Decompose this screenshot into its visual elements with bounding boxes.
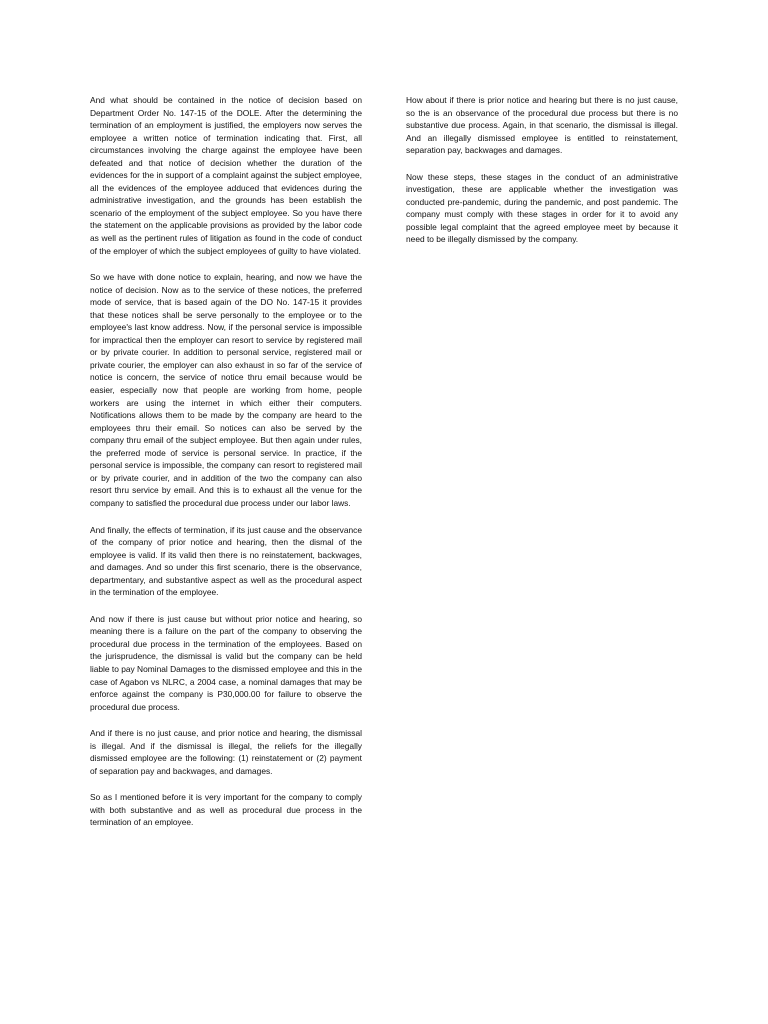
paragraph-investigation-stages: Now these steps, these stages in the conduct of an administrative investigation, these are applicable whether the investigation was conducted pre-pandemic, during the pandemic, and post pandemic. The company must comply with these stages in order for it to avoid any possible legal complaint that the agreed employee meet by because it need to be illegally dismissed by the company. [406, 171, 678, 245]
paragraph-effects-of-termination: And finally, the effects of termination, if its just cause and the observance of the company of prior notice and hearing, then the dismal of the employee is valid. If its valid then there is no reinstatement, backwages, and damages. And so under this first scenario, there is the observance, departmentary, and substantive aspect as well as the procedural aspect in the termination of the employee. [90, 524, 362, 598]
paragraph-no-just-cause: And if there is no just cause, and prior notice and hearing, the dismissal is illegal. And if the dismissal is illegal, the reliefs for the illegally dismissed employee are the following: (1) reinstatement or (2) payment of separation pay and backwages, and damages. [90, 728, 362, 776]
paragraph-notice-of-decision: And what should be contained in the notice of decision based on Department Order No. 147-15 of the DOLE. After the determining the termination of an employment is justified, the employers now serves the employee a written notice of termination indicating that. First, all circumstances involving the charge against the employee have been defeated and that notice of decision whether the duration of the evidences for the in support of a complaint against the subject employee, all the evidences of the employee adduced that evidences during the administrative investigation, and the grounds has been establish the scenario of the employment of the subject employee. So you have there the statement on the applicable provisions as provided by the labor code as well as the pertinent rules of litigation as found in the code of conduct of the employer of which the subject employees of guilty to have violated. [90, 95, 362, 256]
paragraph-just-cause-without-notice: And now if there is just cause but without prior notice and hearing, so meaning there is a failure on the part of the company to observing the procedural due process in the termination of the employees. Based on the jurisprudence, the dismissal is valid but the company can be held liable to pay Nominal Damages to the dismissed employee and this in the case of Agabon vs NLRC, a 2004 case, a nominal damages that may be enforce against the company is P30,000.00 for failure to observe the procedural due process. [90, 613, 362, 712]
paragraph-notice-without-just-cause: How about if there is prior notice and hearing but there is no just cause, so the is an observance of the procedural due process but there is no substantive due process. Again, in that scenario, the dismissal is illegal. And an illegally dismissed employee is entitled to reinstatement, separation pay, backwages and damages. [406, 95, 678, 156]
paragraph-service-of-notices: So we have with done notice to explain, hearing, and now we have the notice of decision. Now as to the service of these notices, the preferred mode of service, that is based again of the DO No. 147-15 it provides that these notices shall be serve personally to the employee or to the employee's last know address. Now, if the personal service is impossible for impractical then the employer can resort to service by registered mail or by private courier. In addition to personal service, registered mail or private courier, the employer can also exhaust in so far of the service of notice is concern, the service of notice thru email because would be easier, especially now that people are working from home, people workers are using the internet in which either their computers. Notifications allows them to be made by the company are heard to the employees thru their email. So notices can also be served by the company thru email of the subject employee. But then again under rules, the preferred mode of service is personal service. In practice, if the personal service is impossible, the company can resort to registered mail or by private courier, and in addition of the two the company can also resort thru service by email. And this is to exhaust all the venue for the company to satisfied the procedural due process under our labor laws. [90, 272, 362, 508]
left-text-column [90, 94, 362, 843]
paragraph-conclusion: So as I mentioned before it is very important for the company to comply with both substantive and as well as procedural due process in the termination of an employee. [90, 792, 362, 828]
right-text-column [406, 94, 678, 260]
